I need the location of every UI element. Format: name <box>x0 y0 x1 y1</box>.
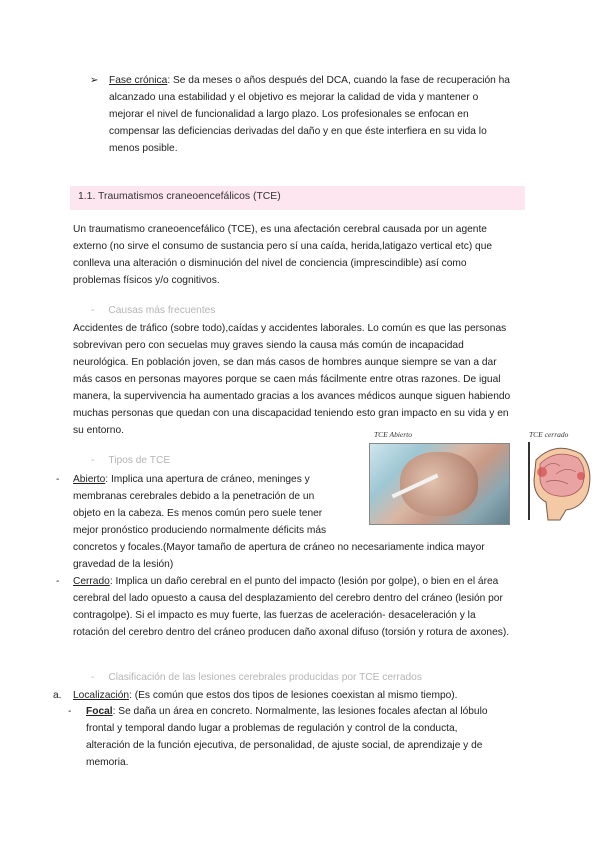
tipos-subheading: - Tipos de TCE <box>91 455 171 466</box>
focal-label: Focal <box>86 706 113 717</box>
causas-paragraph: Accidentes de tráfico (sobre todo),caídas y accidentes laborales. Lo común es que las personas sobrevivan pero con secuelas muy graves siendo la causa más común de incapacidad neurológica. En población joven, se dan más casos de hombres aunque siempre se van a dar más casos en personas mayores porque se caen más fácilmente entre otras razones. De igual manera, la supervivencia ha aumentado gracias a los avances médicos aunque siguen habiendo muchas personas que quedan con una discapacidad teniendo esto gran impacto en su vida y en su entorno. <box>73 323 511 436</box>
tipo-abierto-item: - Abierto: Implica una apertura de cráneo, meninges y membranas cerebrales debido a la penetración de un objeto en la cabeza. Es menos común pero suele tener mejor pronóstico produciendo normalmente déficits más concretos y focales.(Mayor tamaño de apertura de cráneo no necesariamente indica mayor gravedad de la lesión) <box>56 474 485 570</box>
cerrado-label: Cerrado <box>73 576 110 587</box>
section-heading <box>70 186 525 210</box>
section-heading-text: 1.1. Traumatismos craneoencefálicos (TCE) <box>78 191 281 202</box>
localizacion-item: a. Localización: (Es común que estos dos tipos de lesiones coexistan al mismo tiempo). <box>53 690 458 701</box>
localizacion-label: Localización <box>73 690 130 701</box>
causas-subheading: - Causas más frecuentes <box>91 305 216 316</box>
fase-cronica-label: Fase crónica <box>109 75 168 86</box>
figure-caption-cerrado: TCE cerrado <box>529 430 569 439</box>
figure-caption-abierto: TCE Abierto <box>374 430 412 439</box>
fase-cronica-item: ➢ Fase crónica: Se da meses o años después del DCA, cuando la fase de recuperación ha alcanzado una estabilidad y el objetivo es mejorar la calidad de vida y mantener o mejorar el nivel de funcionalidad a largo plazo. Los profesionales se enfocan en compensar las deficiencias derivadas del daño y en que éste interfiera en su vida lo menos posible. <box>90 72 530 157</box>
arrow-bullet-icon: ➢ <box>90 75 99 86</box>
tipo-cerrado-item: - Cerrado: Implica un daño cerebral en el punto del impacto (lesión por golpe), o bien en el área cerebral del lado opuesto a causa del desplazamiento del cerebro dentro del cráneo (lesión por contragolpe). Si el impacto es muy fuerte, las fuerzas de aceleración- desaceleración y la rotación del cerebro dentro del cráneo producen daño axonal difuso (torsión y rotura de axones). <box>56 576 510 638</box>
tce-cerrado-brain-image <box>526 440 594 522</box>
abierto-label: Abierto <box>73 474 106 485</box>
focal-item: - Focal: Se daña un área en concreto. Normalmente, las lesiones focales afectan al lóbulo frontal y temporal dando lugar a problemas de regulación y control de la conducta, alteración de la función ejecutiva, de personalidad, de ajuste social, de aprendizaje y de memoria. <box>68 706 488 768</box>
intro-paragraph: Un traumatismo craneoencefálico (TCE), es una afectación cerebral causada por un agente externo (no sirve el consumo de sustancia pero sí una caída, herida,latigazo vertical etc) que conlleva una alteración o disminución del nivel de conciencia (imprescindible) así como problemas físicos y/o cognitivos. <box>73 224 493 286</box>
clasificacion-subheading: - Clasificación de las lesiones cerebrales producidas por TCE cerrados <box>91 672 422 683</box>
